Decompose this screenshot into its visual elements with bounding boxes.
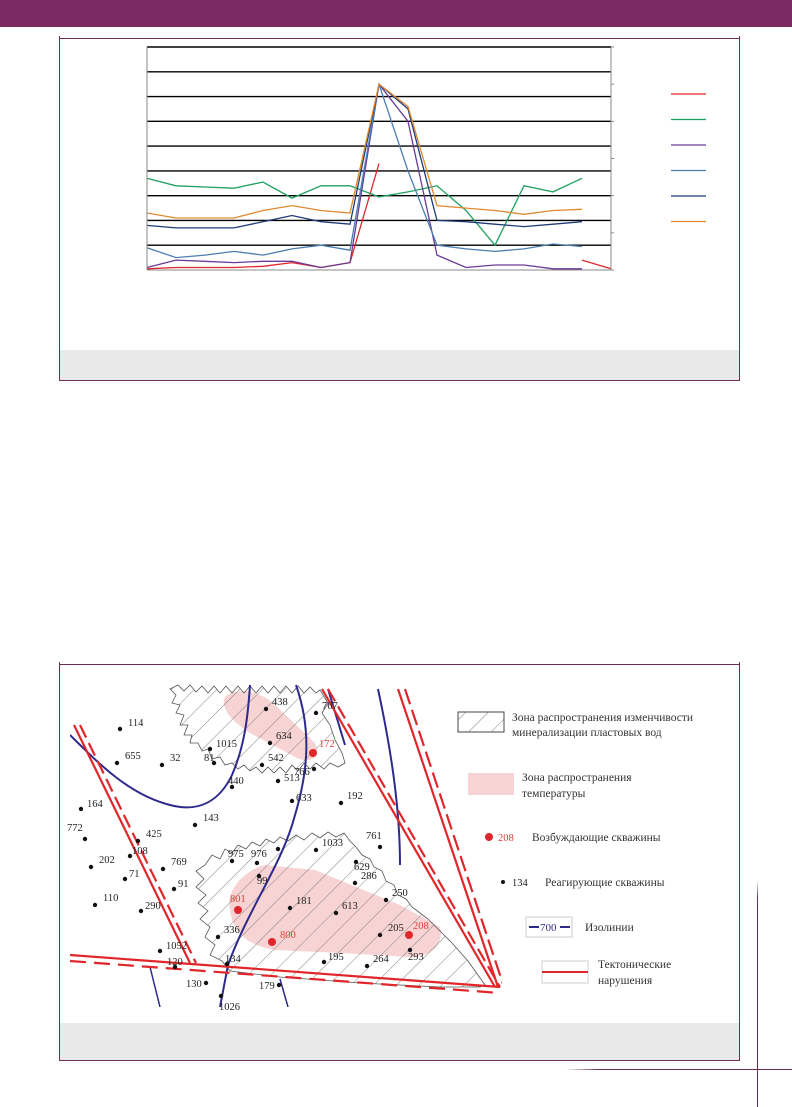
series-line-6 xyxy=(147,84,582,218)
reacting-well-label: 1026 xyxy=(219,1002,240,1013)
reacting-well-label: 114 xyxy=(128,718,144,729)
reacting-well-marker xyxy=(193,823,197,827)
reacting-well-label: 264 xyxy=(373,954,389,965)
isoline-5 xyxy=(150,967,160,1007)
reacting-well-label: 81 xyxy=(204,753,215,764)
reacting-well-marker xyxy=(268,741,272,745)
reacting-well-marker xyxy=(208,747,212,751)
reacting-well-marker xyxy=(314,848,318,852)
legend-isolines xyxy=(526,917,634,937)
reacting-well-marker xyxy=(136,839,140,843)
legend-fault-line1: Тектонические xyxy=(598,959,672,971)
map-legend xyxy=(458,712,693,987)
legend-hatch-line2: минерализации пластовых вод xyxy=(512,727,662,739)
exciting-well-label: 172 xyxy=(319,739,335,750)
reacting-well-marker xyxy=(89,865,93,869)
reacting-well-marker xyxy=(204,981,208,985)
reacting-well-marker xyxy=(277,983,281,987)
reacting-well-label: 629 xyxy=(354,862,370,873)
reacting-well-label: 1052 xyxy=(166,941,187,952)
reacting-well-label: 134 xyxy=(225,954,241,965)
reacting-well-marker xyxy=(365,964,369,968)
reacting-well-marker xyxy=(312,767,316,771)
reacting-well-marker xyxy=(290,799,294,803)
hatch-zone-upper xyxy=(170,685,345,773)
reacting-well-marker xyxy=(378,845,382,849)
reacting-well-label: 975 xyxy=(228,849,244,860)
reacting-well-marker xyxy=(93,903,97,907)
figure-chart xyxy=(59,38,740,381)
figure-caption-bar xyxy=(60,1023,739,1060)
reacting-well-label: 655 xyxy=(125,751,141,762)
exciting-well-icon xyxy=(485,833,493,841)
legend-reacting-sample: 134 xyxy=(512,878,528,889)
reacting-well-label: 290 xyxy=(145,901,161,912)
reacting-well-marker xyxy=(83,837,87,841)
reacting-well-label: 438 xyxy=(272,697,288,708)
reacting-well-label: 164 xyxy=(87,799,103,810)
reacting-well-label: 250 xyxy=(392,888,408,899)
reacting-well-label: 130 xyxy=(186,979,202,990)
reacting-well-marker xyxy=(216,935,220,939)
reacting-well-label: 336 xyxy=(224,925,240,936)
exciting-well-label: 800 xyxy=(280,930,296,941)
legend-faults xyxy=(542,959,671,987)
reacting-well-label: 766 xyxy=(294,767,310,778)
reacting-well-label: 179 xyxy=(259,981,275,992)
legend-temp-zone xyxy=(468,772,632,800)
reacting-well-marker xyxy=(276,847,280,851)
series-line-1 xyxy=(147,164,379,269)
reacting-well-label: 633 xyxy=(296,793,312,804)
reacting-well-label: 293 xyxy=(408,952,424,963)
reacting-well-marker xyxy=(118,727,122,731)
well-map xyxy=(60,665,741,1062)
page-header-bar xyxy=(0,0,792,27)
reacting-well-marker xyxy=(123,877,127,881)
reacting-well-marker xyxy=(79,807,83,811)
exciting-well-label: 801 xyxy=(230,894,246,905)
reacting-well-marker xyxy=(276,779,280,783)
legend-isoline-sample: 700 xyxy=(540,922,557,934)
line-chart xyxy=(60,39,741,382)
reacting-well-label: 542 xyxy=(268,753,284,764)
legend-reacting-wells xyxy=(501,877,665,889)
reacting-well-label: 181 xyxy=(296,896,312,907)
reacting-well-label: 1015 xyxy=(216,739,237,750)
decorative-line-horizontal xyxy=(565,1069,792,1070)
legend-exciting-sample: 208 xyxy=(498,833,514,844)
legend-reacting-label: Реагирующие скважины xyxy=(545,877,665,889)
isoline-6 xyxy=(280,979,288,1007)
reacting-well-marker xyxy=(158,949,162,953)
reacting-well-icon xyxy=(501,880,505,884)
reacting-well-marker xyxy=(219,994,223,998)
legend-temp-line2: температуры xyxy=(522,788,586,800)
chart-legend xyxy=(671,94,706,222)
reacting-well-marker xyxy=(314,711,318,715)
reacting-well-label: 108 xyxy=(132,846,148,857)
series-line-5 xyxy=(147,84,582,228)
decorative-line-vertical xyxy=(757,880,758,1107)
legend-exciting-wells xyxy=(485,832,661,844)
legend-hatch-line1: Зона распространения изменчивости xyxy=(512,712,694,724)
reacting-well-marker xyxy=(161,867,165,871)
reacting-well-label: 767 xyxy=(322,701,338,712)
reacting-well-label: 99 xyxy=(257,876,268,887)
reacting-well-label: 192 xyxy=(347,791,363,802)
reacting-well-marker xyxy=(334,911,338,915)
reacting-well-label: 976 xyxy=(251,849,267,860)
legend-exciting-label: Возбуждающие скважины xyxy=(532,832,661,844)
reacting-well-label: 1033 xyxy=(322,838,343,849)
reacting-well-label: 71 xyxy=(129,869,140,880)
reacting-well-marker xyxy=(322,960,326,964)
reacting-well-marker xyxy=(255,861,259,865)
reacting-well-marker xyxy=(378,933,382,937)
reacting-well-marker xyxy=(172,887,176,891)
reacting-well-label: 32 xyxy=(170,753,181,764)
reacting-well-label: 202 xyxy=(99,855,115,866)
exciting-well-marker xyxy=(405,931,413,939)
reacting-well-label: 286 xyxy=(361,871,377,882)
reacting-well-marker xyxy=(264,707,268,711)
legend-fault-line2: нарушения xyxy=(598,975,653,987)
reacting-well-label: 761 xyxy=(366,831,382,842)
reacting-well-label: 513 xyxy=(284,773,300,784)
reacting-well-marker xyxy=(139,909,143,913)
chart-axes xyxy=(147,47,614,270)
reacting-well-label: 110 xyxy=(103,893,119,904)
reacting-well-label: 440 xyxy=(228,776,244,787)
reacting-well-marker xyxy=(288,906,292,910)
figure-caption-bar xyxy=(60,350,739,380)
exciting-well-label: 208 xyxy=(413,921,429,932)
series-line-1 xyxy=(582,260,611,269)
reacting-well-marker xyxy=(384,898,388,902)
exciting-well-marker xyxy=(234,906,242,914)
legend-temp-line1: Зона распространения xyxy=(522,772,632,784)
reacting-well-label: 195 xyxy=(328,952,344,963)
reacting-well-label: 613 xyxy=(342,901,358,912)
chart-grid xyxy=(147,47,611,245)
figure-map xyxy=(59,664,740,1061)
reacting-well-label: 91 xyxy=(178,879,189,890)
reacting-well-marker xyxy=(160,763,164,767)
reacting-well-label: 769 xyxy=(171,857,187,868)
reacting-well-label: 425 xyxy=(146,829,162,840)
legend-isoline-label: Изолинии xyxy=(585,922,634,934)
series-line-3 xyxy=(147,84,582,269)
reacting-well-marker xyxy=(339,801,343,805)
reacting-well-label: 120 xyxy=(167,957,183,968)
exciting-well-marker xyxy=(309,749,317,757)
reacting-well-label: 634 xyxy=(276,731,292,742)
reacting-well-marker xyxy=(115,761,119,765)
reacting-well-label: 205 xyxy=(388,923,404,934)
reacting-well-marker xyxy=(260,763,264,767)
exciting-well-marker xyxy=(268,938,276,946)
reacting-well-label: 772 xyxy=(67,823,83,834)
reacting-well-label: 143 xyxy=(203,813,219,824)
reacting-well-marker xyxy=(353,881,357,885)
chart-series-lines xyxy=(147,84,611,269)
legend-hatch-zone xyxy=(458,712,693,739)
